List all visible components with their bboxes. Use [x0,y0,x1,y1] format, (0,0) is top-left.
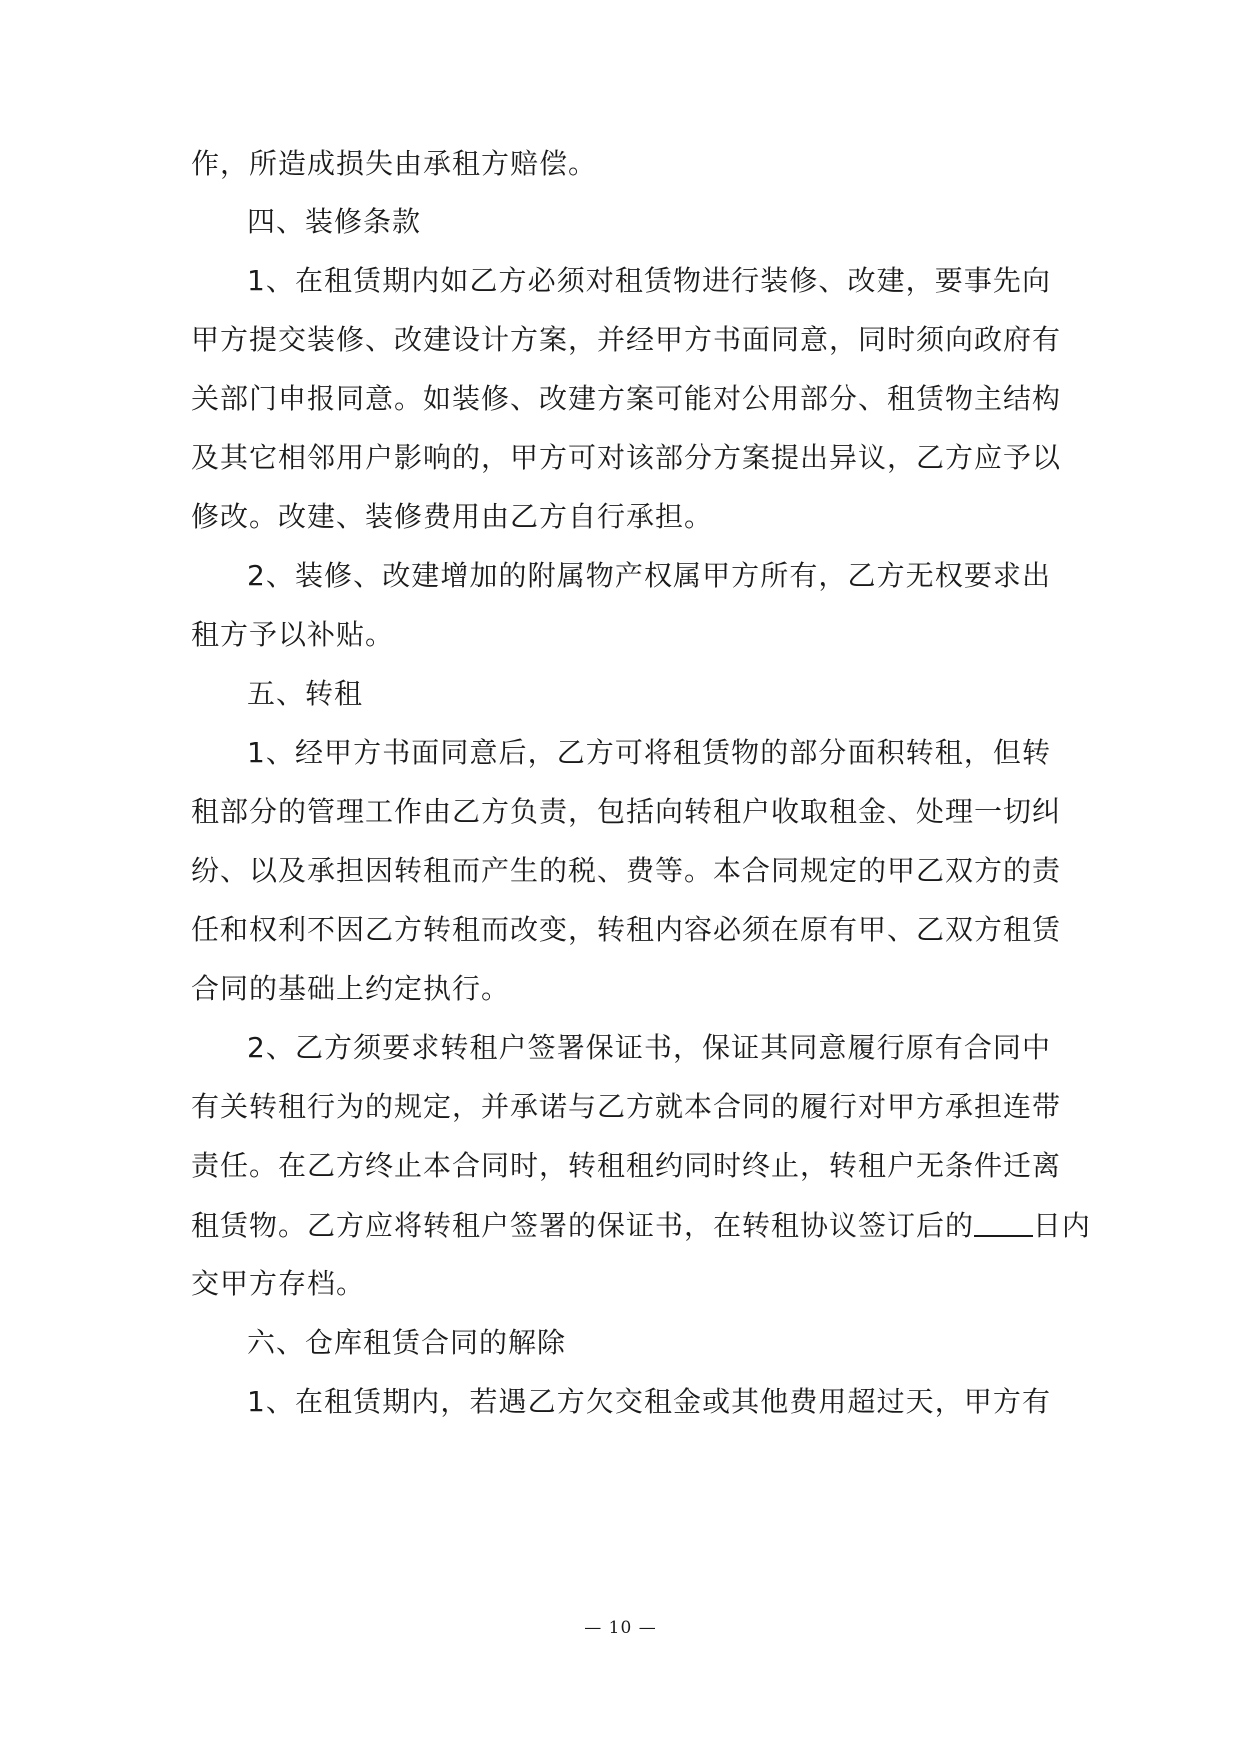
text-line: 租方予以补贴。 [191,618,395,651]
text-line: 修改。改建、装修费用由乙方自行承担。 [191,500,714,533]
section-heading: 四、装修条款 [247,205,422,238]
page-number: — 10 — [584,1618,657,1638]
text-line-with-blank [191,1207,1091,1244]
text-line: 2、乙方须要求转租户签署保证书，保证其同意履行原有合同中 [247,1031,1051,1064]
text-line: 关部门申报同意。如装修、改建方案可能对公用部分、租赁物主结构 [191,382,1062,415]
text-line: 作，所造成损失由承租方赔偿。 [191,147,598,180]
text-line: 甲方提交装修、改建设计方案，并经甲方书面同意，同时须向政府有 [191,323,1062,356]
text-line: 任和权利不因乙方转租而改变，转租内容必须在原有甲、乙双方租赁 [191,913,1062,946]
text-line: 1、在租赁期内，若遇乙方欠交租金或其他费用超过天，甲方有 [247,1385,1051,1418]
section-heading: 六、仓库租赁合同的解除 [247,1326,567,1359]
text-line: 责任。在乙方终止本合同时，转租租约同时终止，转租户无条件迁离 [191,1149,1062,1182]
section-heading: 五、转租 [247,677,364,710]
text-line: 合同的基础上约定执行。 [191,972,511,1005]
fill-in-blank [974,1207,1033,1237]
text-line: 租部分的管理工作由乙方负责，包括向转租户收取租金、处理一切纠 [191,795,1062,828]
text-line: 纷、以及承担因转租而产生的税、费等。本合同规定的甲乙双方的责 [191,854,1062,887]
text-line: 2、装修、改建增加的附属物产权属甲方所有，乙方无权要求出 [247,559,1051,592]
text-segment: 日内 [1032,1209,1091,1242]
text-line: 1、经甲方书面同意后，乙方可将租赁物的部分面积转租，但转 [247,736,1051,769]
text-line: 交甲方存档。 [191,1267,366,1300]
text-line: 及其它相邻用户影响的，甲方可对该部分方案提出异议，乙方应予以 [191,441,1062,474]
text-segment: 租赁物。乙方应将转租户签署的保证书，在转租协议签订后的 [191,1209,975,1242]
text-line: 1、在租赁期内如乙方必须对租赁物进行装修、改建，要事先向 [247,264,1051,297]
text-line: 有关转租行为的规定，并承诺与乙方就本合同的履行对甲方承担连带 [191,1090,1062,1123]
